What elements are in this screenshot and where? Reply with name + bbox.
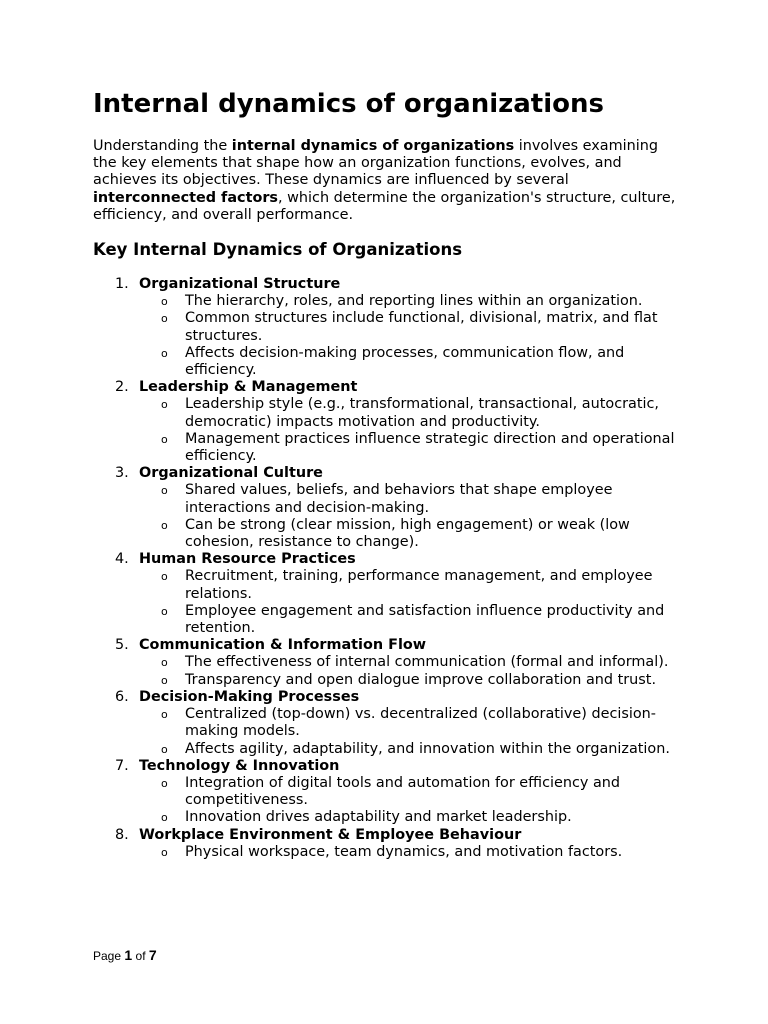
bullet-item	[139, 844, 683, 861]
bullet-icon: o	[161, 656, 168, 670]
page-footer	[93, 946, 157, 965]
bullet-icon: o	[161, 742, 168, 756]
bullet-text: Shared values, beliefs, and behaviors that shape employee interactions and decision-making.	[185, 482, 613, 516]
section-item	[93, 758, 683, 827]
section-item	[93, 379, 683, 465]
section-item	[93, 551, 683, 637]
bullet-text: The hierarchy, roles, and reporting lines within an organization.	[185, 293, 643, 310]
section-number: 7.	[115, 757, 129, 774]
bullet-icon: o	[161, 673, 168, 687]
intro-bold-2: interconnected factors	[93, 189, 278, 206]
bullet-list	[139, 568, 683, 637]
section-title: Organizational Structure	[139, 276, 341, 293]
bullet-list	[139, 706, 683, 758]
bullet-icon: o	[161, 811, 168, 825]
section-title: Communication & Information Flow	[139, 637, 427, 654]
bullet-icon: o	[161, 570, 168, 584]
current-page-number: 1	[124, 947, 133, 963]
bullet-item	[139, 517, 683, 551]
bullet-list	[139, 482, 683, 551]
bullet-icon: o	[161, 484, 168, 498]
document-body	[93, 86, 683, 861]
bullet-text: Integration of digital tools and automation for efficiency and competitiveness.	[185, 774, 621, 809]
bullet-item	[139, 654, 683, 671]
bullet-text: Common structures include functional, divisional, matrix, and flat structures.	[185, 310, 658, 344]
bullet-icon: o	[161, 604, 168, 618]
section-title: Decision-Making Processes	[139, 688, 360, 705]
page-title: Internal dynamics of organizations	[93, 89, 604, 119]
section-number: 5.	[115, 637, 129, 654]
bullet-text: Innovation drives adaptability and market leadership.	[185, 809, 572, 826]
bullet-list	[139, 654, 683, 688]
bullet-icon: o	[161, 432, 168, 446]
section-item	[93, 276, 683, 379]
bullet-item	[139, 293, 683, 310]
section-item	[93, 637, 683, 689]
bullet-item	[139, 775, 683, 809]
bullet-icon: o	[161, 398, 168, 412]
bullet-item	[139, 603, 683, 637]
bullet-icon: o	[161, 295, 168, 309]
section-number: 1.	[115, 276, 129, 293]
of-label: of	[135, 949, 146, 963]
bullet-text: The effectiveness of internal communication (formal and informal).	[185, 654, 669, 671]
bullet-text: Affects agility, adaptability, and innovation within the organization.	[185, 740, 670, 757]
bullet-icon: o	[161, 518, 168, 532]
intro-bold-1: internal dynamics of organizations	[231, 138, 515, 154]
bullet-text: Affects decision-making processes, communication flow, and efficiency.	[185, 344, 625, 379]
intro-text-1: Understanding the	[93, 138, 232, 154]
section-number: 3.	[115, 465, 129, 482]
intro-text-3: , which determine the organization's structure, culture, efficiency, and overall performance.	[93, 189, 676, 223]
bullet-item	[139, 396, 683, 430]
bullet-text: Employee engagement and satisfaction influence productivity and retention.	[185, 602, 665, 637]
total-pages-number: 7	[148, 947, 157, 963]
intro-paragraph	[93, 138, 683, 224]
bullet-text: Leadership style (e.g., transformational, transactional, autocratic, democratic) impacts motivation and productivity.	[185, 396, 659, 430]
section-number: 8.	[115, 826, 129, 843]
section-title: Technology & Innovation	[139, 757, 340, 774]
bullet-icon: o	[161, 845, 168, 859]
section-number: 4.	[115, 551, 129, 568]
bullet-item	[139, 345, 683, 379]
section-title: Organizational Culture	[139, 465, 323, 482]
section-title: Leadership & Management	[139, 379, 358, 396]
bullet-icon: o	[161, 708, 168, 722]
section-item	[93, 465, 683, 551]
bullet-item	[139, 431, 683, 465]
sections-list	[93, 276, 683, 861]
bullet-icon: o	[161, 346, 168, 360]
section-title: Human Resource Practices	[139, 551, 356, 568]
bullet-list	[139, 293, 683, 379]
bullet-item	[139, 741, 683, 758]
bullet-item	[139, 482, 683, 516]
bullet-icon: o	[161, 312, 168, 326]
bullet-icon: o	[161, 776, 168, 790]
section-item	[93, 689, 683, 758]
bullet-text: Physical workspace, team dynamics, and motivation factors.	[185, 843, 623, 860]
bullet-item	[139, 568, 683, 602]
intro-text-2: involves examining the key elements that shape how an organization functions, evolves, and achieves its objectives. These dynamics are influenced by several	[93, 138, 658, 189]
bullet-text: Transparency and open dialogue improve collaboration and trust.	[185, 671, 657, 688]
bullet-item	[139, 706, 683, 740]
section-heading: Key Internal Dynamics of Organizations	[93, 240, 463, 260]
bullet-list	[139, 396, 683, 465]
page-label: Page	[93, 949, 122, 963]
bullet-list	[139, 775, 683, 827]
bullet-item	[139, 809, 683, 826]
bullet-item	[139, 310, 683, 344]
bullet-item	[139, 672, 683, 689]
bullet-text: Centralized (top-down) vs. decentralized (collaborative) decision-making models.	[185, 706, 656, 740]
section-item	[93, 827, 683, 861]
bullet-list	[139, 844, 683, 861]
bullet-text: Can be strong (clear mission, high engagement) or weak (low cohesion, resistance to change).	[185, 516, 630, 551]
section-title: Workplace Environment & Employee Behaviour	[139, 826, 522, 843]
bullet-text: Management practices influence strategic direction and operational efficiency.	[185, 430, 675, 465]
section-number: 6.	[115, 688, 129, 705]
bullet-text: Recruitment, training, performance management, and employee relations.	[185, 568, 653, 602]
section-number: 2.	[115, 379, 129, 396]
